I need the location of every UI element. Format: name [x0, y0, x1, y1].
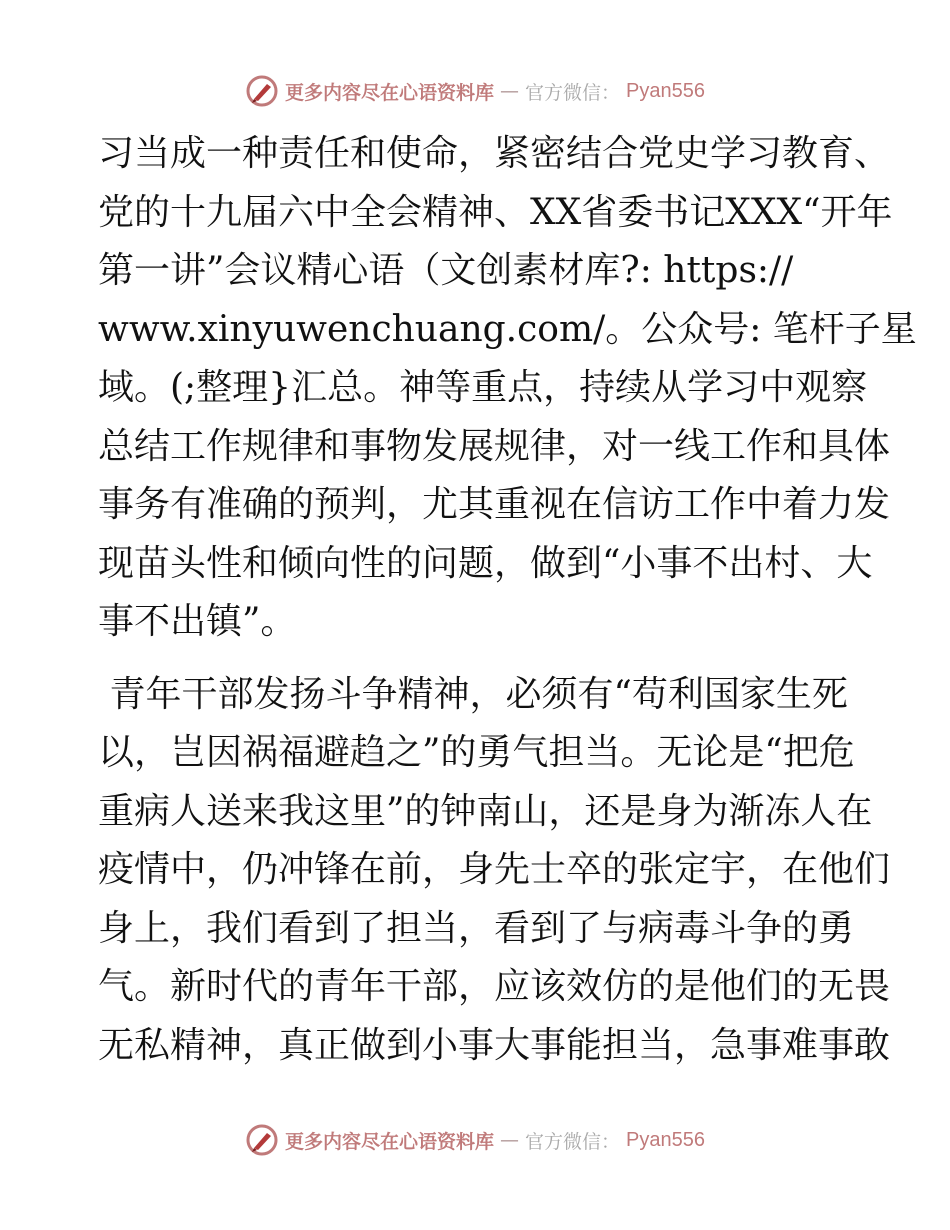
- text-line: 总结工作规律和事物发展规律，对一线工作和具体: [98, 425, 891, 467]
- text-line: 事务有准确的预判，尤其重视在信访工作中着力发: [98, 484, 891, 525]
- paragraph-2: [98, 666, 891, 1076]
- text-line: 疫情中，仍冲锋在前，身先士卒的张定宇，在他们: [98, 849, 891, 890]
- text-line: 气。新时代的青年干部，应该效仿的是他们的无畏: [98, 966, 891, 1007]
- paragraph-gap: [98, 652, 858, 666]
- text-line: 现苗头性和倾向性的问题，做到“小事不出村、大: [98, 542, 873, 584]
- footer-separator: —: [500, 1129, 520, 1151]
- pen-logo-icon: [245, 1123, 279, 1157]
- text-line: 域。(;整理}汇总。神等重点，持续从学习中观察: [98, 367, 868, 408]
- footer-wechat-id: Pyan556: [626, 1128, 705, 1151]
- paragraph-1: [98, 125, 917, 652]
- text-line: 重病人送来我这里”的钟南山，还是身为渐冻人在: [98, 790, 873, 832]
- text-line: 无私精神，真正做到小事大事能担当，急事难事敢: [98, 1024, 891, 1066]
- text-line: 事不出镇”。: [98, 601, 297, 642]
- footer-brand-text: 更多内容尽在心语资料库: [285, 1130, 495, 1153]
- header-wechat-label: 官方微信：: [525, 81, 621, 104]
- text-line: 党的十九届六中全会精神、XX省委书记XXX“开年: [98, 191, 893, 233]
- header-banner: [0, 71, 950, 111]
- footer-wechat-label: 官方微信：: [525, 1130, 621, 1153]
- pen-logo-icon: [245, 74, 279, 108]
- text-line: 习当成一种责任和使命，紧密结合党史学习教育、: [98, 133, 891, 174]
- text-line: www.xinyuwenchuang.com/。公众号: 笔杆子星: [98, 308, 917, 350]
- text-line: 青年干部发扬斗争精神，必须有“苟利国家生死: [98, 673, 848, 715]
- text-line: 身上，我们看到了担当，看到了与病毒斗争的勇: [98, 907, 855, 949]
- header-brand-text: 更多内容尽在心语资料库: [285, 81, 495, 104]
- footer-banner: [0, 1120, 950, 1160]
- document-body: [98, 125, 917, 1075]
- text-line: 第一讲”会议精心语（文创素材库?: https://: [98, 250, 794, 291]
- header-wechat-id: Pyan556: [626, 79, 705, 102]
- header-separator: —: [500, 80, 520, 102]
- text-line: 以，岂因祸福避趋之”的勇气担当。无论是“把危: [98, 732, 855, 773]
